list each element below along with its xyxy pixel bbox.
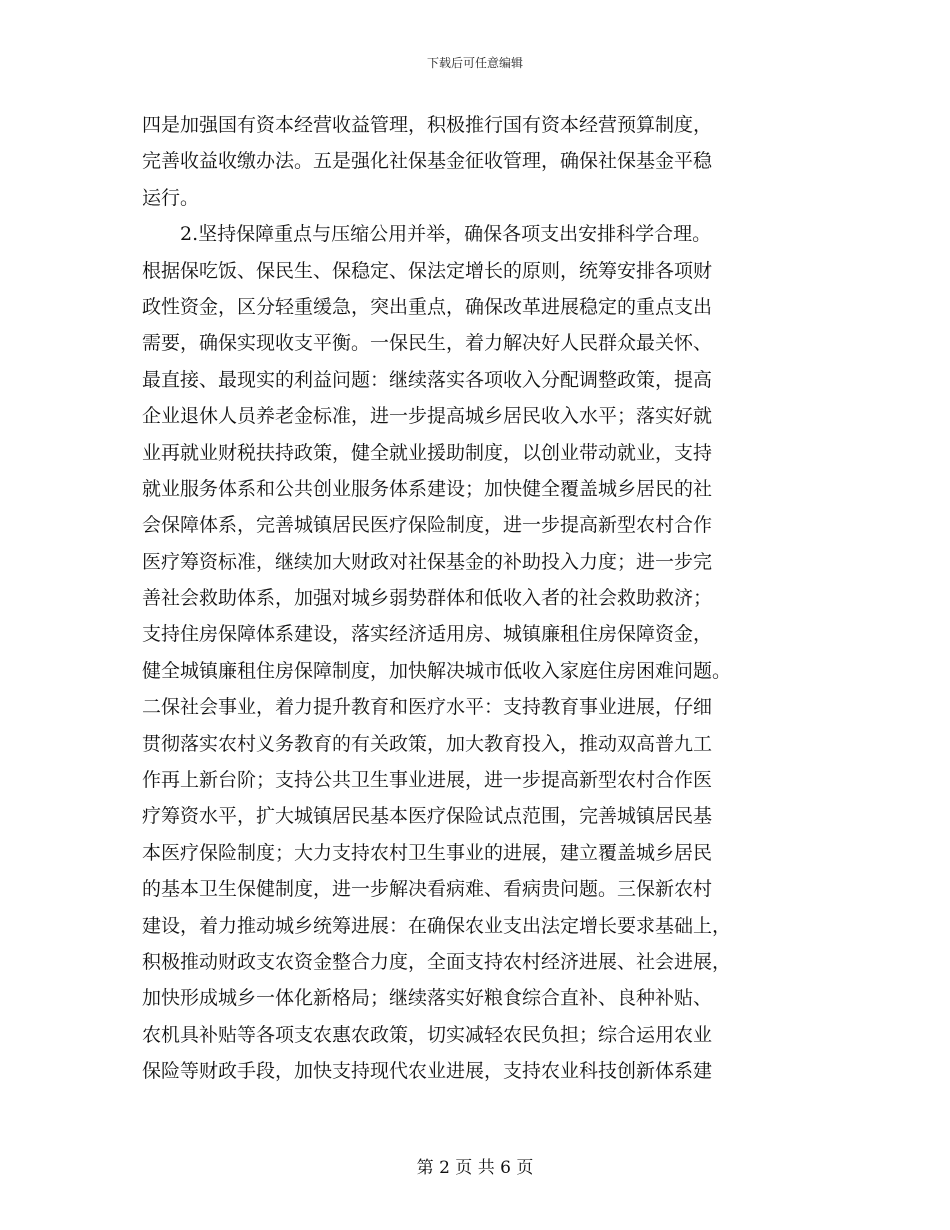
text-line: 作再上新台阶；支持公共卫生事业进展，进一步提高新型农村合作医 — [142, 769, 713, 792]
page-header: 下载后可任意编辑 — [426, 56, 523, 70]
text-line: 企业退休人员养老金标准，进一步提高城乡居民收入水平；落实好就 — [142, 405, 713, 428]
text-line: 疗筹资水平，扩大城镇居民基本医疗保险试点范围，完善城镇居民基 — [142, 805, 713, 828]
text-line: 积极推动财政支农资金整合力度，全面支持农村经济进展、社会进展， — [142, 950, 732, 973]
text-line: 保险等财政手段，加快支持现代农业进展，支持农业科技创新体系建 — [142, 1060, 713, 1083]
page-footer: 第 2 页 共 6 页 — [416, 1158, 534, 1178]
text-line: 会保障体系，完善城镇居民医疗保险制度，进一步提高新型农村合作 — [142, 514, 713, 537]
text-line: 支持住房保障体系建设，落实经济适用房、城镇廉租住房保障资金， — [142, 623, 713, 646]
text-line: 完善收益收缴办法。五是强化社保基金征收管理，确保社保基金平稳 — [142, 150, 713, 173]
text-line: 健全城镇廉租住房保障制度，加快解决城市低收入家庭住房困难问题。 — [142, 659, 732, 682]
text-line: 根据保吃饭、保民生、保稳定、保法定增长的原则，统筹安排各项财 — [142, 259, 713, 282]
text-line: 本医疗保险制度；大力支持农村卫生事业的进展，建立覆盖城乡居民 — [142, 841, 713, 864]
text-line: 需要，确保实现收支平衡。一保民生，着力解决好人民群众最关怀、 — [142, 332, 713, 355]
text-line: 二保社会事业，着力提升教育和医疗水平：支持教育事业进展，仔细 — [142, 696, 713, 719]
text-line: 业再就业财税扶持政策，健全就业援助制度，以创业带动就业，支持 — [142, 441, 713, 464]
text-line: 贯彻落实农村义务教育的有关政策，加大教育投入，推动双高普九工 — [142, 732, 713, 755]
text-line: 政性资金，区分轻重缓急，突出重点，确保改革进展稳定的重点支出 — [142, 295, 713, 318]
text-line: 运行。 — [142, 186, 200, 209]
text-line: 加快形成城乡一体化新格局；继续落实好粮食综合直补、良种补贴、 — [142, 987, 713, 1010]
text-line: 建设，着力推动城乡统筹进展：在确保农业支出法定增长要求基础上， — [142, 914, 732, 937]
text-line: 最直接、最现实的利益问题：继续落实各项收入分配调整政策，提高 — [142, 368, 713, 391]
text-line: 就业服务体系和公共创业服务体系建设；加快健全覆盖城乡居民的社 — [142, 477, 713, 500]
text-line: 2.坚持保障重点与压缩公用并举，确保各项支出安排科学合理。 — [142, 223, 712, 246]
text-line: 四是加强国有资本经营收益管理，积极推行国有资本经营预算制度， — [142, 114, 713, 136]
text-line: 的基本卫生保健制度，进一步解决看病难、看病贵问题。三保新农村 — [142, 878, 713, 901]
text-line: 医疗筹资标准，继续加大财政对社保基金的补助投入力度；进一步完 — [142, 550, 713, 573]
body-text — [142, 107, 812, 1090]
text-line: 善社会救助体系，加强对城乡弱势群体和低收入者的社会救助救济； — [142, 587, 713, 610]
text-line: 农机具补贴等各项支农惠农政策，切实减轻农民负担；综合运用农业 — [142, 1023, 713, 1046]
